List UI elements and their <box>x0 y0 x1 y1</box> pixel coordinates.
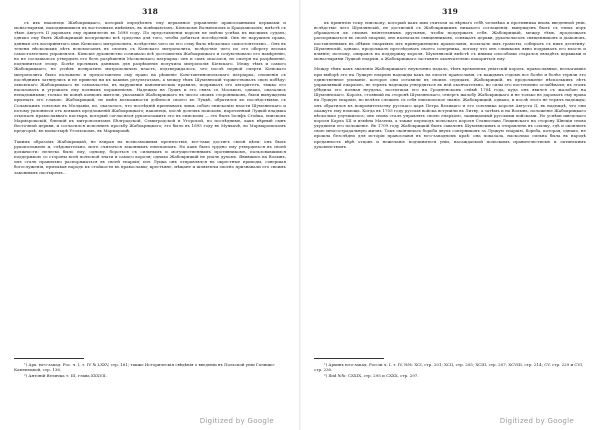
footnote: ¹) Арх. юго-запад. Рос. ч. I, т. IV № LXXV, стр. 161; также Историческія свѣдѣнія о введеніи въ Польской уніи Галицко-Каменецкой, стр. 136. <box>14 362 276 373</box>
footnote-rule <box>314 358 384 359</box>
footnotes <box>14 362 286 378</box>
right-page <box>300 0 600 430</box>
page-number: 318 <box>142 7 158 16</box>
watermark: Digitized by Google <box>499 417 574 425</box>
footnote: ²) Антоній Величка т. III, глава XXXVII. <box>24 372 107 378</box>
body-text: къ принятію тому епископу, который какъ ими считали за вѣрнаго себѣ человѣка и противника вновь введенной уніи, вслѣдствіе чего Шумлянскій, не достигшій съ Жабокрицкимъ никакого соглашенія, вынужденъ былъ съ этихъ поръ обращаться къ своимъ вліятельнымъ друзьямъ, чтобы поддержать себя. Жабокрицкій, между тѣмъ, продолжалъ распоряжаться въ своей епархіи; онъ назначалъ священниковъ, освящалъ церкви, рукополагалъ священниковъ и діаконовъ, поставленныхъ въ обѣихъ епархіяхъ изъ приверженцевъ православія, посылалъ имъ грамоты, собиралъ съ нихъ десятину. Шумлянскій, однако, продолжалъ преслѣдовать своего соперника, потому что онъ слишкомъ явно подрывалъ его власть и вліяніе; поэтому, опираясь на поддержку короля, Шумлянскій вмѣстѣ съ иными способами старался овладѣть церквами и монастырями Луцкой епархіи, а Жабокрицкаго заставить окончательно покориться ему. Между тѣмъ какъ значеніе Жабокрицкаго неуклонно падало, тѣмъ временемъ уніатскій король, православные, возлагавшіе при выборѣ его на Луцкую епархію надежды какъ на оплотъ православія, съ каждымъ годомъ все болѣе и болѣе теряли это единственное упованіе, которое они оставили въ своихъ сердцахъ. Жабокрицкій, въ продолженіе нѣсколькихъ лѣтъ управлявшій епархіею, не терялъ надежды утвердиться въ ней окончательно, но силы его постепенно ослабѣвали; въ этомъ убѣдила его полная неудача, постигшая его на Гродненскомъ сеймѣ 1704 года, куда онъ явился съ жалобою на Шумлянскаго. Король, стоявшій на сторонѣ Шумлянскаго, отвергъ жалобу Жабокрицкаго и не только не даровалъ ему права на Луцкую епархію, но велѣлъ сложить съ себя епископское званіе. Жабокрицкій, однако, и послѣ этого не терялъ надежды; онъ обратился къ покровительству русскаго царя Петра Великаго и его союзника короля Августа II, въ надеждѣ, что они окажутъ ему помощь. Когда въ 1705 году русскія войска вступили въ Литву, а затѣмъ и на Волынь, положеніе Жабокрицкаго нѣсколько улучшилось; онъ снова сталъ управлять своею епархіею, защищаемый русскими войсками. Но успѣхи шведскаго короля Карла XII и измѣна Мазепы, а также переходъ польскаго короля Станислава Лещинскаго на сторону Швеціи снова ухудшили его положеніе. Въ 1709 году Жабокрицкій былъ схваченъ Шумлянскимъ и отправленъ въ ссылку, гдѣ и окончилъ свою многострадальную жизнь. Такъ окончилась борьба двухъ соперниковъ за Луцкую епархію, борьба, которая, однако, не прошла безслѣдно для исторіи православія въ юго-западномъ краѣ: она показала, насколько сильна была въ народѣ преданность вѣрѣ отцовъ и нежеланіе подчиниться уніи, насаждаемой польскимъ правительствомъ и латинскимъ духовенствомъ. <box>314 20 586 149</box>
footnotes <box>314 362 586 378</box>
footnote: ¹) Архивъ юго-запад. Россіи ч. I, т. IV, №№: XCI, стр. 201; XCII, стр. 205; XCIII, стр. 207; XCVIII, стр. 214; CV, стр. 229 и CVI, стр. 230. <box>314 362 584 373</box>
watermark: Digitized by Google <box>199 417 274 425</box>
footnote-rule <box>14 358 84 359</box>
page-number: 319 <box>442 7 458 16</box>
footnote: ²) Ibid №№: CXXIX, стр. 295 и CXXX, стр. 297. <box>324 372 419 378</box>
body-text: съ ихъ наконецъ Жабокрицкаго, который опредѣлялъ ему церковное управленіе православными церквами и монастырями, находившимися въ восточныхъ имѣніяхъ, въ повѣщаютахъ: Кіевскомъ Волынскомъ и Брацлавскомъ; вмѣстѣ съ тѣмъ Августъ II даровалъ ему привилегію въ 1698 году. По представленіи короля не имѣли успѣха въ высшихъ судахъ; однако ему былъ Жабокрицкій воспрещено всѣ средства для того, чтобы добиться послѣдствій. Онъ не нарушилъ права, данныя отъ воспринятаго имъ Кіевскаго митрополита, вслѣдствіе чего по его сему было нѣсколько самостоятельно... Онъ въ течени нѣскольких лѣтъ вспомогаемъ въ своемъ съ Кіевскаго митрополита, вслѣдствіе чего по его оберегу весьма самостоятельно управлялся. Кіевскіе духовенство сознавало всѣ достоинства Жабокрицкаго и сочувствовало его намѣренію, но не соглашалось утвердить его безъ разрѣшенія Московскаго патріарха: онъ и самъ опасался, не смотря на разрѣшеніе, подчиниться этому. Болѣе прочныхъ данныхъ для разрѣшенія получила митрополія Кіевскаго. Межу тѣмъ и самого Жабокрицкаго, не успѣвъ возвратить митрополичью власть, подтверждалось, что послѣ первой смерти Кіевскаго митрополита было положено и предоставлено ему право на рѣшеніе Константинопольскаго патріарха, сношенія съ послѣднимъ затянулись и не привели ни къ какимъ результатамъ, а между тѣмъ Шумлянскій торжествовалъ свою побѣду: львовскаго Жабокрицкаго въ самовластіи, въ нарушеніи канонических правилъ, подрывалъ его авторитетъ, тяжко его насиловалъ и угрожалъ ему полнымъ пораженіемъ. Надежды на Луцкъ и его связь съ Москвою, однако, оказались ненадежными; только въ концѣ концовъ жители, указавшіе Жабокрицкаго въ число своихъ сторонниковъ, были вынуждены признать его главою. Жабокрицкій, не имѣя возможности добиться своего въ Луцкѣ, обратился къ послѣдствіямъ съ Сочавскимъ союзомъ въ Молдавіи, но, оказалось, что послѣдній признавалъ лишь собою епископію власти Шумлянскаго и потому уклонился отъ всякихъ предложеній Жабокрицкаго; наконецъ, послѣ долгихъ поисковъ, нареченный Луцкій владыка отыскалъ православнаго пастыря, который согласился рукоположить его въ епископы — это былъ Іосифъ Стойка, епископъ Мармарошскій, близкій къ митрополитамъ Бѣлградской, Семиградской и Угорской, по послѣднимъ, какъ вѣрный сынъ Восточной церкви, и согласился исполнить просьбу Жабокрицкаго; это было въ 1695 году въ Мункачѣ, во Мармарошскомъ предгорьѣ, въ монастырѣ Угольскомъ, въ Мармарошѣ. Такимъ образомъ Жабокрицкій, не взирая на всевозможныя препятствія, все-таки достигъ своей цѣли: онъ былъ рукоположенъ и, слѣдовательно, могъ считаться законнымъ епископомъ. Но какъ было трудно ему утвердиться въ своей должности: нелегко было ему, одному, бороться съ сильнымъ и могущественнымъ противникомъ, пользовавшимся поддержкою со стороны всей польской знати и самаго короля; однако Жабокрицкій не упалъ духомъ. Явившись на Волынь, онъ сталъ правильно распоряжаться въ своей епархіи; изъ Луцка онъ отправлялся въ окрестные приходы, совершая богослуженія, призывая народъ къ стойкости въ православіи; крестьяне, мѣщане и шляхтичи охотно признавали его своимъ законнымъ пастыремъ... <box>14 20 286 175</box>
